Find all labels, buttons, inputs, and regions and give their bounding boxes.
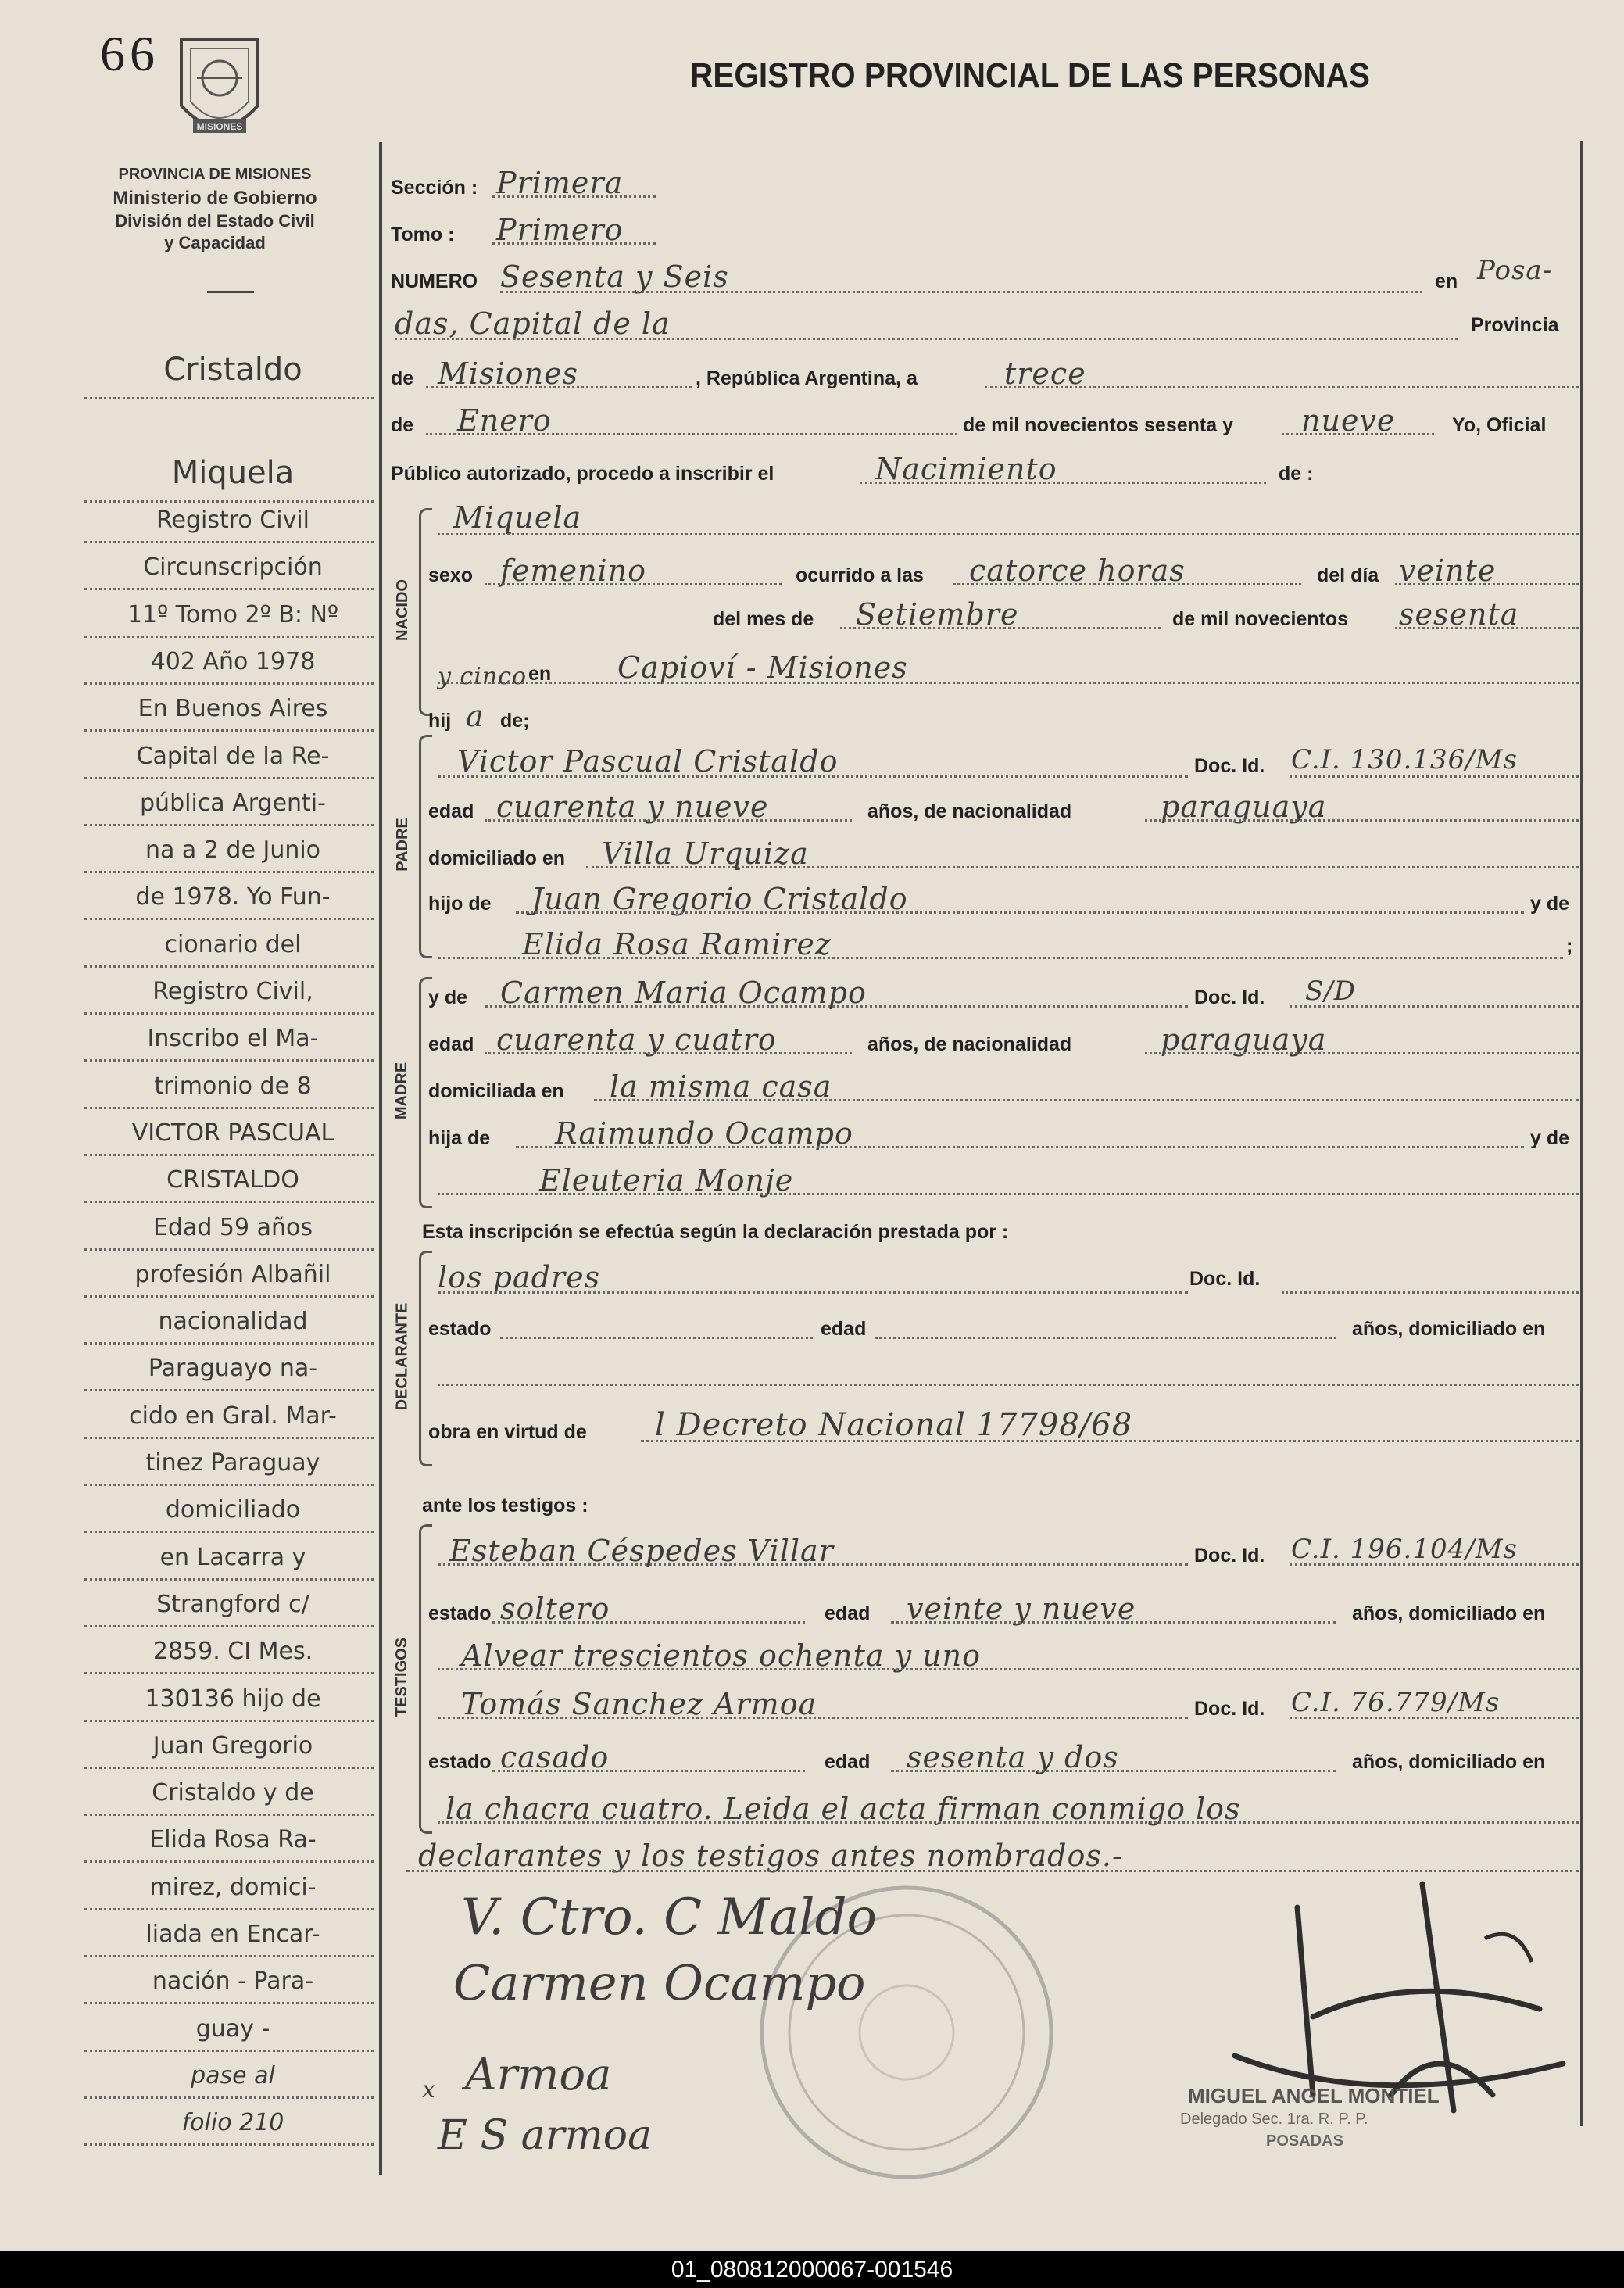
label-tomo: Tomo :	[391, 224, 455, 245]
page-title: REGISTRO PROVINCIAL DE LAS PERSONAS	[690, 56, 1370, 95]
margin-line	[84, 2096, 374, 2099]
label-estado-declarant: estado	[428, 1318, 492, 1340]
margin-note-line: guay -	[195, 2014, 270, 2043]
section-declarante: DECLARANTE	[393, 1302, 411, 1410]
line	[840, 627, 1161, 629]
margin-line	[84, 2143, 374, 2146]
brace	[419, 508, 432, 716]
margin-line	[84, 500, 374, 503]
line	[953, 583, 1301, 585]
line	[438, 533, 1579, 535]
line	[485, 1052, 852, 1054]
margin-note-line: Registro Civil,	[152, 978, 313, 1005]
margin-note-line: cionario del	[164, 930, 302, 958]
margin-line	[84, 729, 374, 732]
label-doc-id-w1: Doc. Id.	[1194, 1545, 1265, 1567]
value-mother-dom: la misma casa	[610, 1069, 832, 1104]
ministry-province: PROVINCIA DE MISIONES	[118, 166, 312, 183]
margin-note-line: na a 2 de Junio	[145, 836, 321, 865]
line	[500, 1337, 813, 1339]
margin-note-line: tinez Paraguay	[145, 1449, 320, 1477]
margin-note-line: pública Argenti-	[140, 789, 326, 817]
label-sexo: sexo	[428, 564, 473, 586]
margin-line	[84, 1908, 374, 1910]
margin-note-line: 130136 hijo de	[145, 1685, 321, 1713]
margin-line	[84, 1531, 374, 1533]
line	[492, 242, 656, 245]
line	[426, 386, 692, 388]
value-mother-nat: paraguaya	[1161, 1022, 1327, 1057]
line	[438, 1384, 1579, 1386]
label-doc-id-father: Doc. Id.	[1194, 755, 1265, 777]
value-numero: Sesenta y Seis	[500, 260, 729, 294]
value-city: das, Capital de la	[395, 306, 671, 341]
label-hija-de: hija de	[428, 1127, 491, 1149]
value-declarant: los padres	[438, 1260, 601, 1294]
label-doc-id-mother: Doc. Id.	[1194, 986, 1265, 1008]
margin-note-line: mirez, domici-	[149, 1873, 317, 1901]
footer-id: 01_080812000067-001546	[0, 2251, 1624, 2288]
line	[485, 819, 852, 822]
value-birth-place: Capioví - Misiones	[617, 650, 908, 685]
line	[891, 1621, 1336, 1624]
line	[492, 1621, 805, 1624]
line	[438, 1717, 1188, 1719]
line	[516, 911, 1524, 914]
margin-line	[84, 1437, 374, 1439]
line	[860, 482, 1266, 484]
value-witness1-name: Esteban Céspedes Villar	[449, 1534, 834, 1568]
margin-note-line: En Buenos Aires	[138, 695, 328, 723]
margin-note-line: Strangford c/	[156, 1590, 309, 1618]
ministry-division: División del Estado Civil	[115, 211, 315, 231]
section-madre: MADRE	[393, 1062, 411, 1119]
label-doc-id-declarant: Doc. Id.	[1189, 1268, 1261, 1290]
right-border	[1580, 141, 1583, 2126]
margin-note-line: liada en Encar-	[145, 1921, 320, 1948]
label-en: en	[1435, 270, 1458, 292]
label-ocurrido: ocurrido a las	[796, 564, 924, 586]
line	[438, 1193, 1579, 1195]
margin-line	[84, 397, 374, 399]
value-witness2-age: sesenta y dos	[907, 1740, 1119, 1774]
label-y-de-mother2: y de	[1530, 1127, 1570, 1149]
label-y-de-mother: y de	[428, 986, 468, 1008]
line	[438, 1821, 1579, 1824]
line	[1290, 1717, 1579, 1719]
margin-note-line: Juan Gregorio	[152, 1731, 313, 1760]
value-hour: catorce horas	[969, 553, 1186, 588]
label-de-semi: de;	[500, 710, 530, 732]
line	[1282, 433, 1434, 435]
margin-line	[84, 1107, 374, 1109]
label-obra: obra en virtud de	[428, 1421, 587, 1443]
semicolon: ;	[1566, 935, 1573, 957]
margin-note-line: Registro Civil	[156, 507, 309, 534]
line	[438, 957, 1563, 959]
margin-note-line: nacionalidad	[158, 1308, 308, 1336]
line	[438, 1291, 1188, 1294]
margin-note-line: Paraguayo na-	[148, 1355, 318, 1383]
margin-line	[84, 1484, 374, 1486]
line	[1290, 775, 1579, 778]
margin-line	[84, 682, 374, 685]
margin-line	[84, 1578, 374, 1581]
margin-line	[84, 1295, 374, 1298]
line	[1145, 819, 1579, 822]
margin-line	[84, 1767, 374, 1769]
label-yo-oficial: Yo, Oficial	[1452, 414, 1547, 436]
margin-line	[84, 2050, 374, 2052]
label-doc-id-w2: Doc. Id.	[1194, 1698, 1265, 1720]
value-birth-month: Setiembre	[856, 597, 1019, 632]
line	[438, 682, 1579, 684]
label-dom-mother: domiciliada en	[428, 1080, 564, 1102]
margin-note-line: Edad 59 años	[152, 1213, 313, 1241]
margin-line	[84, 1389, 374, 1391]
margin-note-line: CRISTALDO	[166, 1166, 299, 1194]
margin-line	[84, 588, 374, 590]
margin-note-line: en Lacarra y	[159, 1543, 306, 1571]
value-mother-parent1: Raimundo Ocampo	[555, 1116, 853, 1151]
section-nacido: NACIDO	[393, 578, 411, 641]
label-dom-declarant: años, domiciliado en	[1352, 1318, 1546, 1340]
line	[1290, 1563, 1579, 1566]
line	[492, 195, 656, 198]
margin-note-line: Cristaldo y de	[152, 1779, 314, 1807]
margin-line	[84, 1814, 374, 1816]
label-del-mes: del mes de	[713, 608, 814, 630]
margin-line	[84, 1248, 374, 1251]
value-tomo: Primero	[496, 213, 624, 247]
line	[438, 775, 1188, 778]
value-seccion: Primera	[496, 166, 624, 200]
line	[485, 1005, 1188, 1008]
margin-line	[84, 1625, 374, 1627]
value-father-nat: paraguaya	[1161, 790, 1327, 824]
margin-note-line: 2859. CI Mes.	[152, 1638, 313, 1666]
value-mother-parent2: Eleuteria Monje	[539, 1163, 794, 1198]
margin-line	[84, 824, 374, 826]
label-en-place: en	[528, 663, 552, 685]
label-publico: Público autorizado, procedo a inscribir el	[391, 463, 774, 485]
value-witness1-estado: soltero	[500, 1592, 610, 1626]
label-seccion: Sección :	[391, 177, 478, 199]
brace	[419, 1524, 432, 1834]
margin-line	[84, 871, 374, 873]
margin-note-line: Inscribo el Ma-	[147, 1025, 319, 1053]
value-decree: l Decreto Nacional 17798/68	[655, 1407, 1133, 1443]
margin-surname: Cristaldo	[163, 352, 302, 388]
label-estado-w2: estado	[428, 1751, 492, 1773]
seal-label: MISIONES	[196, 121, 243, 132]
line	[1145, 1052, 1579, 1054]
line	[395, 338, 1458, 340]
margin-note-line: nación - Para-	[152, 1968, 314, 1996]
value-birth-year2: y cinco	[438, 663, 528, 690]
label-republica: , República Argentina, a	[696, 367, 918, 389]
ministry-division-2: y Capacidad	[164, 233, 266, 252]
page-number: 66	[100, 26, 159, 81]
margin-note-line: profesión Albañil	[134, 1260, 331, 1288]
margin-line	[84, 1342, 374, 1345]
margin-note-line: trimonio de 8	[154, 1072, 312, 1100]
value-witness1-dom: Alvear trescientos ochenta y uno	[461, 1638, 981, 1673]
margin-note-line: domiciliado	[165, 1496, 301, 1524]
value-father-parent2: Elida Rosa Ramirez	[522, 927, 832, 961]
value-witness2-dom: la chacra cuatro. Leida el acta firman conmigo los	[445, 1792, 1241, 1826]
margin-line	[84, 965, 374, 968]
line	[485, 583, 782, 585]
label-hijo-de: hijo de	[428, 893, 492, 915]
margin-line	[84, 1672, 374, 1674]
value-month: Enero	[457, 403, 552, 438]
label-dom-w2: años, domiciliado en	[1352, 1751, 1546, 1773]
margin-given-name: Miquela	[171, 455, 295, 491]
line	[985, 386, 1579, 388]
label-edad-w2: edad	[825, 1751, 871, 1773]
label-de: de	[391, 367, 414, 389]
line	[516, 1146, 1524, 1148]
margin-note-line: 402 Año 1978	[150, 647, 316, 675]
line	[500, 291, 1422, 293]
margin-line	[84, 1201, 374, 1203]
margin-line	[84, 1154, 374, 1156]
value-father-dom: Villa Urquiza	[602, 836, 809, 871]
label-dom-w1: años, domiciliado en	[1352, 1602, 1546, 1624]
value-birth-day: veinte	[1399, 553, 1497, 588]
margin-line	[84, 1012, 374, 1015]
margin-note-line: cido en Gral. Mar-	[129, 1402, 337, 1430]
line	[1290, 1005, 1579, 1008]
label-esta-inscripcion: Esta inscripción se efectúa según la declaración prestada por :	[422, 1221, 1009, 1243]
margin-line	[84, 541, 374, 543]
label-estado-w1: estado	[428, 1602, 492, 1624]
label-y-de-father: y de	[1530, 893, 1570, 915]
value-witness2-name: Tomás Sanchez Armoa	[461, 1687, 817, 1721]
label-nac-father: años, de nacionalidad	[867, 800, 1072, 822]
official-role: Delegado Sec. 1ra. R. P. P.	[1180, 2111, 1368, 2128]
margin-note-line: Capital de la Re-	[136, 742, 330, 770]
line	[438, 1668, 1579, 1670]
label-del-dia: del día	[1317, 564, 1379, 586]
value-day: trece	[1004, 356, 1086, 391]
value-mother-doc: S/D	[1305, 976, 1357, 1007]
value-province: Misiones	[438, 356, 579, 391]
value-father-parent1: Juan Gregorio Cristaldo	[531, 882, 908, 916]
line	[1395, 583, 1579, 585]
value-hij: a	[466, 699, 485, 733]
ministry-rule	[207, 291, 254, 293]
margin-line	[84, 2002, 374, 2004]
section-padre: PADRE	[393, 817, 411, 872]
label-edad-father: edad	[428, 800, 474, 822]
value-father-name: Victor Pascual Cristaldo	[457, 744, 839, 779]
line	[426, 433, 957, 435]
line	[594, 1099, 1579, 1101]
value-mother-age: cuarenta y cuatro	[496, 1022, 777, 1057]
margin-line	[84, 1059, 374, 1062]
label-edad-declarant: edad	[821, 1318, 867, 1340]
brace	[419, 735, 432, 958]
provincial-seal-icon	[173, 31, 266, 149]
value-father-doc: C.I. 130.136/Ms	[1291, 744, 1518, 775]
official-name: MIGUEL ANGEL MONTIEL	[1188, 2084, 1440, 2107]
value-witness2-estado: casado	[500, 1740, 610, 1774]
signature-witness2: E S armoa	[438, 2112, 653, 2159]
label-numero: NUMERO	[391, 270, 478, 292]
margin-note-line: 11º Tomo 2º B: Nº	[127, 600, 339, 628]
label-de-month: de	[391, 414, 414, 436]
value-closing: declarantes y los testigos antes nombrados.-	[418, 1839, 1123, 1873]
line	[891, 1770, 1336, 1772]
margin-line	[84, 918, 374, 920]
margin-line	[84, 1955, 374, 1957]
label-dom-father: domiciliado en	[428, 847, 566, 869]
line	[1395, 627, 1579, 629]
label-nac-mother: años, de nacionalidad	[867, 1033, 1072, 1055]
line	[438, 1563, 1188, 1566]
margin-note-line: de 1978. Yo Fun-	[135, 883, 331, 911]
line	[875, 1337, 1336, 1339]
signature-father: V. Ctro. C Maldo	[461, 1889, 878, 1946]
margin-line	[84, 777, 374, 779]
label-provincia: Provincia	[1471, 314, 1559, 336]
value-witness2-doc: C.I. 76.779/Ms	[1291, 1687, 1501, 1718]
signature-witness1: Armoa	[465, 2050, 612, 2100]
signature-mother: Carmen Ocampo	[453, 1954, 866, 2011]
official-city: POSADAS	[1266, 2132, 1343, 2150]
value-child-name: Miquela	[453, 500, 582, 535]
signature-x: x	[422, 2076, 435, 2104]
margin-note-line: Circunscripción	[143, 553, 323, 582]
margin-note-line: pase al	[191, 2061, 275, 2089]
label-de-mil-nov: de mil novecientos	[1172, 608, 1349, 630]
line	[641, 1440, 1579, 1442]
label-de-mil: de mil novecientos sesenta y	[963, 414, 1233, 436]
value-witness1-age: veinte y nueve	[907, 1592, 1136, 1626]
value-mother-name: Carmen Maria Ocampo	[500, 976, 867, 1010]
value-birth-year: sesenta	[1399, 597, 1519, 632]
margin-line	[84, 636, 374, 638]
value-act: Nacimiento	[875, 452, 1057, 486]
value-en: Posa-	[1477, 255, 1553, 286]
margin-note-line: folio 210	[181, 2109, 284, 2137]
line	[492, 1770, 805, 1772]
value-witness1-doc: C.I. 196.104/Ms	[1291, 1534, 1518, 1565]
ministry-name: Ministerio de Gobierno	[113, 188, 317, 209]
margin-note-line: VICTOR PASCUAL	[131, 1119, 334, 1147]
margin-line	[84, 1720, 374, 1722]
margin-line	[84, 1860, 374, 1863]
label-de-colon: de :	[1279, 463, 1314, 485]
label-edad-mother: edad	[428, 1033, 474, 1055]
value-sexo: femenino	[500, 553, 647, 588]
line	[1282, 1291, 1579, 1294]
margin-note-line: Elida Rosa Ra-	[149, 1826, 317, 1854]
label-hij: hij	[428, 710, 452, 732]
label-ante-testigos: ante los testigos :	[422, 1495, 588, 1516]
label-edad-w1: edad	[825, 1602, 871, 1624]
value-father-age: cuarenta y nueve	[496, 790, 769, 824]
value-year: nueve	[1301, 403, 1396, 438]
margin-divider	[379, 142, 382, 2175]
section-testigos: TESTIGOS	[393, 1637, 411, 1717]
line	[586, 866, 1579, 868]
